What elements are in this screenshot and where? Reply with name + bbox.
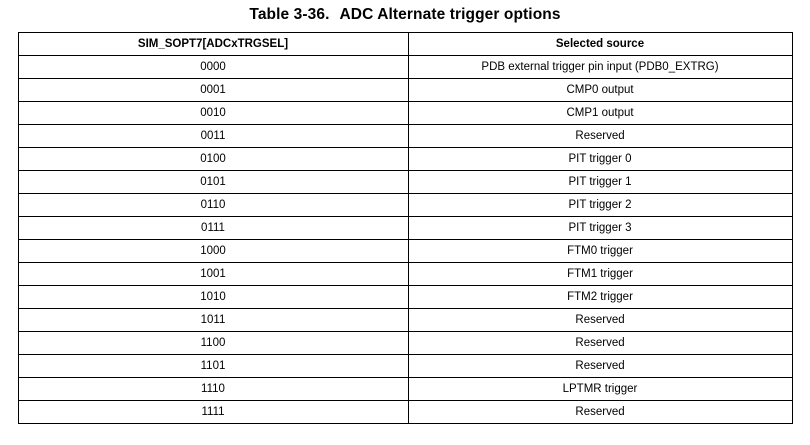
cell-source: Reserved: [408, 125, 792, 148]
cell-source: PDB external trigger pin input (PDB0_EXTRG): [408, 56, 792, 79]
table-row: [18, 217, 792, 240]
table-body: [18, 56, 792, 424]
table-row: [18, 401, 792, 424]
cell-trgsel: 1111: [18, 401, 408, 424]
cell-source: FTM2 trigger: [408, 286, 792, 309]
table-row: [18, 286, 792, 309]
cell-source: Reserved: [408, 332, 792, 355]
table-row: [18, 125, 792, 148]
table-row: [18, 263, 792, 286]
cell-source: PIT trigger 2: [408, 194, 792, 217]
cell-trgsel: 0000: [18, 56, 408, 79]
cell-trgsel: 0100: [18, 148, 408, 171]
cell-source: LPTMR trigger: [408, 378, 792, 401]
cell-trgsel: 1010: [18, 286, 408, 309]
table-row: [18, 56, 792, 79]
cell-trgsel: 0001: [18, 79, 408, 102]
cell-source: Reserved: [408, 309, 792, 332]
column-header-trgsel: SIM_SOPT7[ADCxTRGSEL]: [18, 33, 408, 56]
cell-trgsel: 1001: [18, 263, 408, 286]
cell-source: FTM1 trigger: [408, 263, 792, 286]
table-row: [18, 171, 792, 194]
table-caption: [0, 0, 810, 32]
table-row: [18, 102, 792, 125]
cell-source: Reserved: [408, 355, 792, 378]
table-row: [18, 240, 792, 263]
column-header-selected-source: Selected source: [408, 33, 792, 56]
cell-source: Reserved: [408, 401, 792, 424]
cell-trgsel: 1011: [18, 309, 408, 332]
table-caption-number: Table 3-36.: [249, 6, 330, 23]
cell-source: PIT trigger 3: [408, 217, 792, 240]
cell-trgsel: 1101: [18, 355, 408, 378]
table-row: [18, 332, 792, 355]
cell-source: PIT trigger 1: [408, 171, 792, 194]
cell-trgsel: 1100: [18, 332, 408, 355]
table-row: [18, 355, 792, 378]
table-row: [18, 309, 792, 332]
cell-source: PIT trigger 0: [408, 148, 792, 171]
table-row: [18, 79, 792, 102]
cell-source: CMP0 output: [408, 79, 792, 102]
adc-alternate-trigger-options-table: [18, 32, 793, 424]
cell-trgsel: 1110: [18, 378, 408, 401]
cell-trgsel: 0111: [18, 217, 408, 240]
cell-source: CMP1 output: [408, 102, 792, 125]
cell-trgsel: 0101: [18, 171, 408, 194]
table-row: [18, 148, 792, 171]
table-caption-title: ADC Alternate trigger options: [339, 6, 561, 23]
cell-source: FTM0 trigger: [408, 240, 792, 263]
table-header-row: [18, 33, 792, 56]
cell-trgsel: 0011: [18, 125, 408, 148]
cell-trgsel: 0110: [18, 194, 408, 217]
cell-trgsel: 0010: [18, 102, 408, 125]
cell-trgsel: 1000: [18, 240, 408, 263]
table-row: [18, 378, 792, 401]
table-row: [18, 194, 792, 217]
